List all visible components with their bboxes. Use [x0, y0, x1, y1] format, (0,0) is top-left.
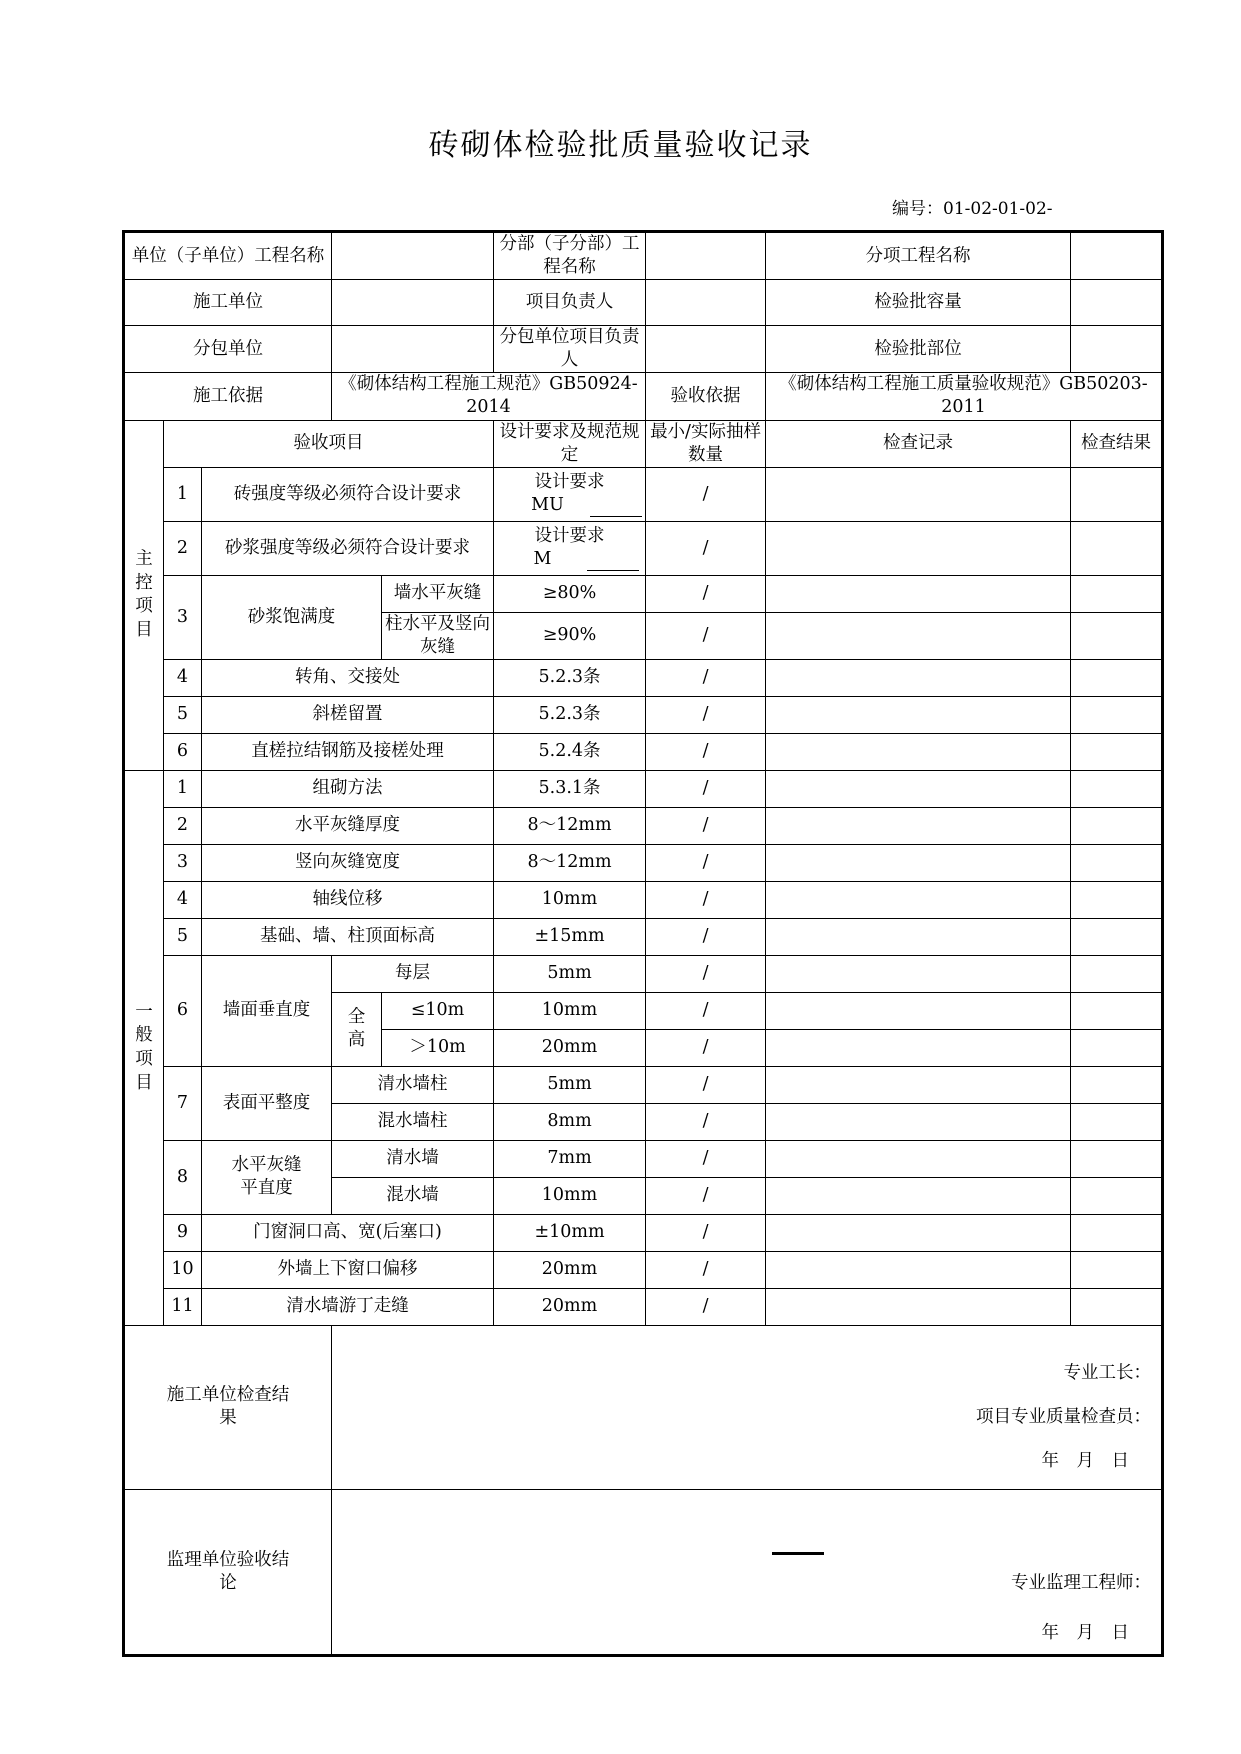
item-name: 表面平整度	[202, 1066, 332, 1140]
sub-item-name: 每层	[332, 955, 494, 992]
requirement-prefix: M	[533, 549, 552, 570]
check-record-cell[interactable]	[766, 807, 1071, 844]
requirement-value: ±15mm	[494, 918, 646, 955]
fill-in-line[interactable]	[587, 570, 639, 571]
item-name: 砖强度等级必须符合设计要求	[202, 467, 494, 521]
acceptance-basis-value: 《砌体结构工程施工质量验收规范》GB50203-2011	[766, 373, 1163, 420]
item-number: 11	[164, 1288, 202, 1325]
construction-basis-label: 施工依据	[124, 373, 332, 420]
check-record-cell[interactable]	[766, 1177, 1071, 1214]
check-result-cell[interactable]	[1071, 575, 1163, 612]
check-result-cell[interactable]	[1071, 521, 1163, 575]
fill-in-line[interactable]	[590, 516, 642, 517]
sample-count: /	[646, 1140, 766, 1177]
subdivision-name-label: 分部（子分部）工程名称	[494, 232, 646, 280]
sample-count: /	[646, 881, 766, 918]
sample-count: /	[646, 733, 766, 770]
sub-item-name-label: 分项工程名称	[766, 232, 1071, 280]
batch-location-label: 检验批部位	[766, 326, 1071, 373]
requirement-value: 10mm	[494, 992, 646, 1029]
requirement-label: 设计要求	[534, 526, 605, 547]
item-name: 轴线位移	[202, 881, 494, 918]
requirement-value: ≥90%	[494, 612, 646, 659]
check-result-cell[interactable]	[1071, 1140, 1163, 1177]
item-number: 1	[164, 770, 202, 807]
column-item-header: 验收项目	[164, 420, 494, 467]
construction-check-result[interactable]	[332, 1325, 1163, 1489]
item-number: 9	[164, 1214, 202, 1251]
sample-count: /	[646, 612, 766, 659]
subdivision-name-value[interactable]	[646, 232, 766, 280]
check-record-cell[interactable]	[766, 770, 1071, 807]
supervision-date: 年 月 日	[1041, 1622, 1130, 1643]
item-number: 2	[164, 807, 202, 844]
check-result-cell[interactable]	[1071, 1251, 1163, 1288]
sub-item-name: ＞10m	[382, 1029, 494, 1066]
quality-inspector-signature-label: 项目专业质量检查员：	[976, 1406, 1152, 1427]
requirement-value: ≥80%	[494, 575, 646, 612]
check-record-cell[interactable]	[766, 844, 1071, 881]
check-record-cell[interactable]	[766, 467, 1071, 521]
item-number: 8	[164, 1140, 202, 1214]
requirement-value: 8mm	[494, 1103, 646, 1140]
sub-item-name-value[interactable]	[1071, 232, 1163, 280]
check-result-cell[interactable]	[1071, 955, 1163, 992]
sample-count: /	[646, 992, 766, 1029]
construction-check-label: 施工单位检查结果	[124, 1325, 332, 1489]
item-name: 墙面垂直度	[202, 955, 332, 1066]
document-code: 编号：01-02-01-02-	[892, 199, 1053, 219]
item-name: 清水墙游丁走缝	[202, 1288, 494, 1325]
subcontractor-label: 分包单位	[124, 326, 332, 373]
check-result-cell[interactable]	[1071, 733, 1163, 770]
check-result-cell[interactable]	[1071, 881, 1163, 918]
requirement-value: 20mm	[494, 1288, 646, 1325]
supervising-engineer-signature-label: 专业监理工程师：	[1011, 1572, 1152, 1593]
handwritten-dash-mark	[772, 1552, 824, 1555]
check-result-cell[interactable]	[1071, 1029, 1163, 1066]
requirement-value: 5mm	[494, 1066, 646, 1103]
sample-count: /	[646, 1029, 766, 1066]
supervision-conclusion-label: 监理单位验收结论	[124, 1489, 332, 1655]
construction-date: 年 月 日	[1041, 1450, 1130, 1471]
sample-count: /	[646, 1066, 766, 1103]
requirement-value: 10mm	[494, 1177, 646, 1214]
check-result-cell[interactable]	[1071, 807, 1163, 844]
batch-capacity-value[interactable]	[1071, 280, 1163, 326]
check-record-cell[interactable]	[766, 659, 1071, 696]
item-number: 1	[164, 467, 202, 521]
requirement-value: 5.3.1条	[494, 770, 646, 807]
check-result-cell[interactable]	[1071, 1214, 1163, 1251]
item-number: 4	[164, 881, 202, 918]
construction-basis-value: 《砌体结构工程施工规范》GB50924-2014	[332, 373, 646, 420]
check-record-cell[interactable]	[766, 1214, 1071, 1251]
sample-count: /	[646, 1214, 766, 1251]
check-record-cell[interactable]	[766, 992, 1071, 1029]
check-record-cell[interactable]	[766, 1288, 1071, 1325]
supervision-conclusion[interactable]	[332, 1489, 1163, 1655]
subcontractor-manager-value[interactable]	[646, 326, 766, 373]
check-record-cell[interactable]	[766, 733, 1071, 770]
sample-count: /	[646, 575, 766, 612]
column-sample-header: 最小/实际抽样数量	[646, 420, 766, 467]
requirement-value: 8～12mm	[494, 807, 646, 844]
check-result-cell[interactable]	[1071, 918, 1163, 955]
requirement-prefix: MU	[531, 495, 564, 516]
item-number: 7	[164, 1066, 202, 1140]
check-record-cell[interactable]	[766, 696, 1071, 733]
sample-count: /	[646, 1251, 766, 1288]
design-requirement-brick	[494, 467, 646, 521]
item-number: 10	[164, 1251, 202, 1288]
batch-capacity-label: 检验批容量	[766, 280, 1071, 326]
sub-item-name: ≤10m	[382, 992, 494, 1029]
check-record-cell[interactable]	[766, 881, 1071, 918]
sub-item-name: 混水墙柱	[332, 1103, 494, 1140]
full-height-label: 全高	[332, 992, 382, 1066]
item-number: 3	[164, 844, 202, 881]
column-result-header: 检查结果	[1071, 420, 1163, 467]
check-record-cell[interactable]	[766, 1251, 1071, 1288]
check-result-cell[interactable]	[1071, 467, 1163, 521]
check-result-cell[interactable]	[1071, 770, 1163, 807]
sample-count: /	[646, 659, 766, 696]
check-result-cell[interactable]	[1071, 1177, 1163, 1214]
sample-count: /	[646, 955, 766, 992]
check-result-cell[interactable]	[1071, 612, 1163, 659]
sample-count: /	[646, 770, 766, 807]
check-result-cell[interactable]	[1071, 1103, 1163, 1140]
check-result-cell[interactable]	[1071, 844, 1163, 881]
contractor-value[interactable]	[332, 280, 494, 326]
document-title: 砖砌体检验批质量验收记录	[428, 128, 813, 163]
item-name: 组砌方法	[202, 770, 494, 807]
sub-item-name: 清水墙柱	[332, 1066, 494, 1103]
general-section-label: 一般项目	[124, 770, 164, 1325]
check-result-cell[interactable]	[1071, 1288, 1163, 1325]
sub-item-name: 柱水平及竖向灰缝	[382, 612, 494, 659]
requirement-value: 20mm	[494, 1251, 646, 1288]
sub-item-name: 混水墙	[332, 1177, 494, 1214]
sample-count: /	[646, 1177, 766, 1214]
sample-count: /	[646, 696, 766, 733]
inspection-form	[122, 230, 1164, 1657]
sample-count: /	[646, 521, 766, 575]
sub-item-name: 清水墙	[332, 1140, 494, 1177]
requirement-value: 8～12mm	[494, 844, 646, 881]
column-requirement-header: 设计要求及规范规定	[494, 420, 646, 467]
item-name: 直槎拉结钢筋及接槎处理	[202, 733, 494, 770]
item-name: 外墙上下窗口偏移	[202, 1251, 494, 1288]
foreman-signature-label: 专业工长：	[1063, 1362, 1152, 1383]
check-record-cell[interactable]	[766, 1140, 1071, 1177]
sample-count: /	[646, 1288, 766, 1325]
sample-count: /	[646, 844, 766, 881]
requirement-value: 5mm	[494, 955, 646, 992]
check-record-cell[interactable]	[766, 1029, 1071, 1066]
project-name-label: 单位（子单位）工程名称	[124, 232, 332, 280]
sample-count: /	[646, 807, 766, 844]
sample-count: /	[646, 1103, 766, 1140]
acceptance-basis-label: 验收依据	[646, 373, 766, 420]
item-name: 基础、墙、柱顶面标高	[202, 918, 494, 955]
check-result-cell[interactable]	[1071, 659, 1163, 696]
item-name: 砂浆强度等级必须符合设计要求	[202, 521, 494, 575]
item-name: 水平灰缝平直度	[202, 1140, 332, 1214]
check-record-cell[interactable]	[766, 955, 1071, 992]
sample-count: /	[646, 918, 766, 955]
requirement-value: 20mm	[494, 1029, 646, 1066]
batch-location-value[interactable]	[1071, 326, 1163, 373]
item-name: 转角、交接处	[202, 659, 494, 696]
requirement-value: 10mm	[494, 881, 646, 918]
check-record-cell[interactable]	[766, 1103, 1071, 1140]
check-record-cell[interactable]	[766, 918, 1071, 955]
requirement-value: ±10mm	[494, 1214, 646, 1251]
item-number: 5	[164, 696, 202, 733]
check-result-cell[interactable]	[1071, 1066, 1163, 1103]
check-result-cell[interactable]	[1071, 696, 1163, 733]
requirement-value: 5.2.3条	[494, 659, 646, 696]
project-manager-label: 项目负责人	[494, 280, 646, 326]
check-record-cell[interactable]	[766, 1066, 1071, 1103]
requirement-value: 5.2.4条	[494, 733, 646, 770]
sample-count: /	[646, 467, 766, 521]
subcontractor-value[interactable]	[332, 326, 494, 373]
sub-item-name: 墙水平灰缝	[382, 575, 494, 612]
main-control-section-label: 主控项目	[124, 420, 164, 770]
project-name-value[interactable]	[332, 232, 494, 280]
design-requirement-mortar	[494, 521, 646, 575]
contractor-label: 施工单位	[124, 280, 332, 326]
requirement-value: 5.2.3条	[494, 696, 646, 733]
check-record-cell[interactable]	[766, 521, 1071, 575]
item-name: 斜槎留置	[202, 696, 494, 733]
check-record-cell[interactable]	[766, 612, 1071, 659]
item-name: 砂浆饱满度	[202, 575, 382, 659]
item-name: 水平灰缝厚度	[202, 807, 494, 844]
item-name: 竖向灰缝宽度	[202, 844, 494, 881]
project-manager-value[interactable]	[646, 280, 766, 326]
check-record-cell[interactable]	[766, 575, 1071, 612]
item-number: 3	[164, 575, 202, 659]
item-number: 5	[164, 918, 202, 955]
item-number: 2	[164, 521, 202, 575]
item-name: 门窗洞口高、宽(后塞口)	[202, 1214, 494, 1251]
item-number: 6	[164, 733, 202, 770]
column-record-header: 检查记录	[766, 420, 1071, 467]
requirement-value: 7mm	[494, 1140, 646, 1177]
requirement-label: 设计要求	[534, 472, 605, 493]
subcontractor-manager-label: 分包单位项目负责人	[494, 326, 646, 373]
item-number: 4	[164, 659, 202, 696]
item-number: 6	[164, 955, 202, 1066]
check-result-cell[interactable]	[1071, 992, 1163, 1029]
